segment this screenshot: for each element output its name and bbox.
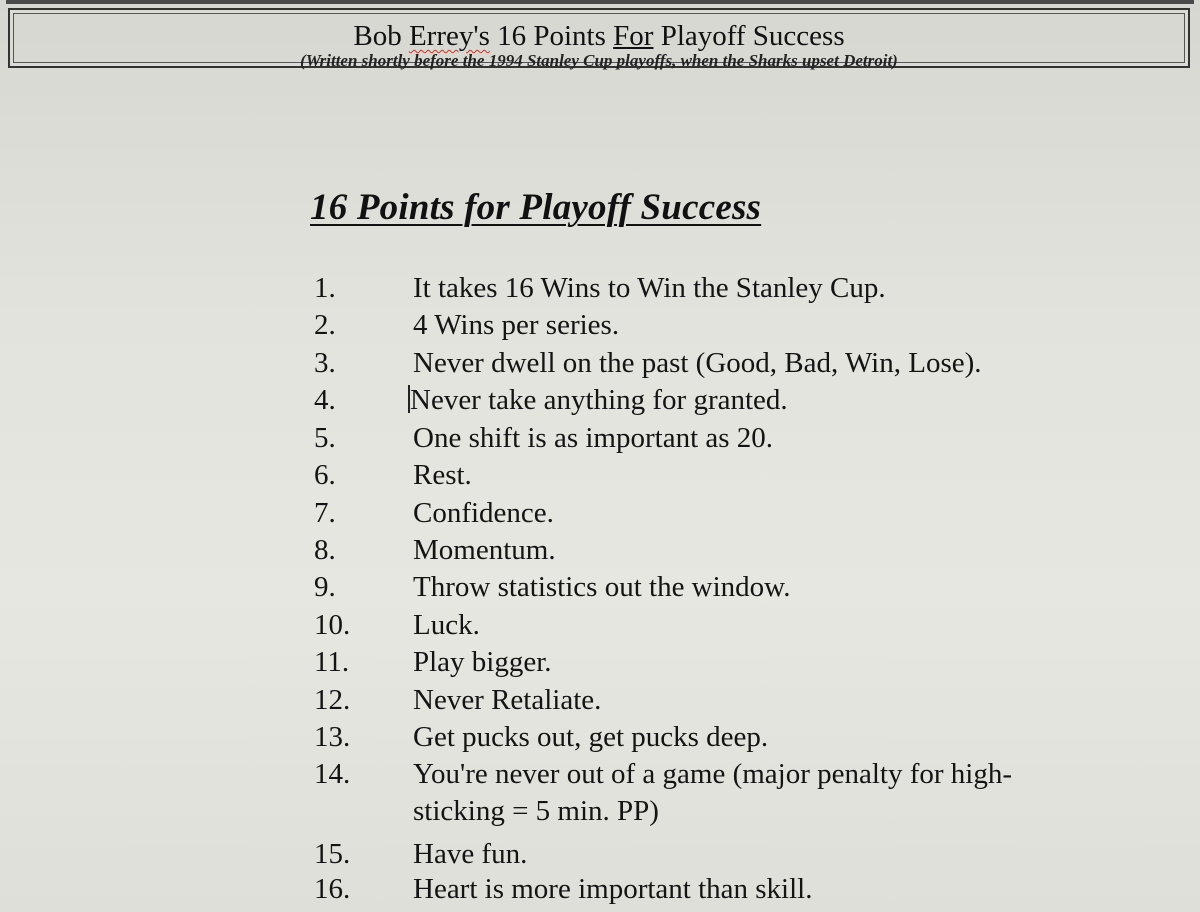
point-number: 6. <box>314 459 336 491</box>
point-number: 15. <box>314 838 351 870</box>
point-number: 14. <box>314 758 351 790</box>
point-number: 16. <box>314 873 351 905</box>
point-number: 5. <box>314 422 336 454</box>
point-number: 2. <box>314 309 336 341</box>
point-number: 13. <box>314 721 351 753</box>
point-number: 9. <box>314 571 336 603</box>
point-text: Never dwell on the past (Good, Bad, Win, Lose). <box>413 347 982 379</box>
section-heading: 16 Points for Playoff Success <box>310 187 762 228</box>
point-text: Get pucks out, get pucks deep. <box>413 721 769 753</box>
point-text: Play bigger. <box>413 646 552 678</box>
point-text: Heart is more important than skill. <box>413 873 813 905</box>
point-text: Never Retaliate. <box>413 684 602 716</box>
point-number: 11. <box>314 646 350 678</box>
title-for: For <box>613 20 654 52</box>
point-text: It takes 16 Wins to Win the Stanley Cup. <box>413 272 886 304</box>
point-text: You're never out of a game (major penalty for high-sticking = 5 min. PP) <box>413 758 1013 827</box>
point-number: 7. <box>314 497 336 529</box>
title-part-3: Playoff Success <box>653 20 845 52</box>
point-text: One shift is as important as 20. <box>413 422 774 454</box>
point-text: 4 Wins per series. <box>413 309 620 341</box>
point-number: 4. <box>314 384 336 416</box>
point-number: 12. <box>314 684 351 716</box>
point-text: Rest. <box>413 459 472 491</box>
title-part-2: 16 Points <box>489 20 614 52</box>
title-part-1: Bob <box>353 20 409 52</box>
point-text: Never take anything for granted. <box>410 384 788 416</box>
point-number: 8. <box>314 534 336 566</box>
point-text: Have fun. <box>413 838 528 870</box>
point-text-with-cursor <box>408 382 1088 419</box>
point-text: Throw statistics out the window. <box>413 571 791 603</box>
point-number: 1. <box>314 272 336 304</box>
point-number: 10. <box>314 609 351 641</box>
point-number: 3. <box>314 347 336 379</box>
title-name: Errey's <box>408 20 490 52</box>
point-text: Confidence. <box>413 497 554 529</box>
document-subtitle: (Written shortly before the 1994 Stanley Cup playoffs, when the Sharks upset Detroit) <box>300 51 898 70</box>
point-text: Luck. <box>413 609 480 641</box>
point-text: Momentum. <box>413 534 556 566</box>
